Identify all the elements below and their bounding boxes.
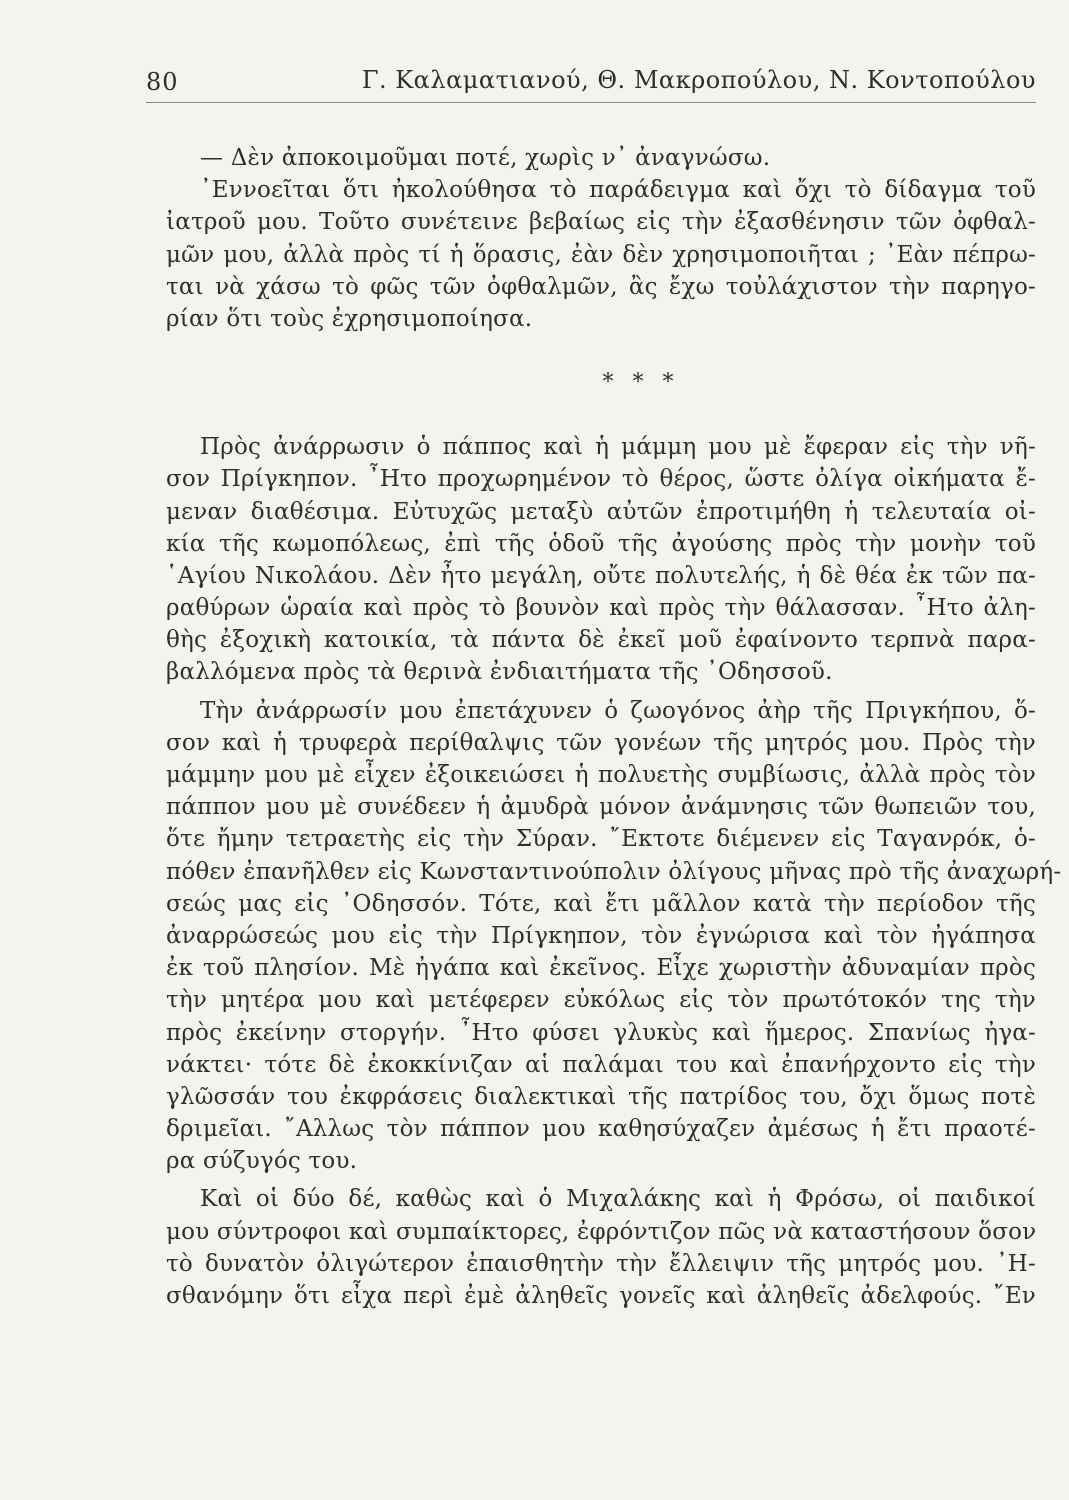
text-line: ἐκ τοῦ πλησίον. Μὲ ἠγάπα καὶ ἐκεῖνος. Εἶχε χωριστὴν ἀδυναμίαν πρὸς	[166, 955, 1036, 982]
text-line: ὅτε ἤμην τετραετὴς εἰς τὴν Σύραν. ῎Εκτοτε διέμενεν εἰς Ταγανρόκ, ὁ-	[166, 826, 1036, 853]
text-line: βαλλόμενα πρὸς τὰ θερινὰ ἐνδιαιτήματα τῆς ᾽Οδησσοῦ.	[166, 659, 833, 686]
text-line: — Δὲν ἀποκοιμοῦμαι ποτέ, χωρὶς ν᾽ ἀναγνώσω.	[200, 145, 771, 171]
text-line: σον Πρίγκηπον. ῏Ητο προχωρημένον τὸ θέρος, ὥστε ὀλίγα οἰκήματα ἔ-	[166, 466, 1036, 493]
text-line: ται νὰ χάσω τὸ φῶς τῶν ὀφθαλμῶν, ἂς ἔχω τοὐλάχιστον τὴν παρηγο-	[166, 273, 1036, 300]
text-line: σεώς μας εἰς ᾽Οδησσόν. Τότε, καὶ ἔτι μᾶλλον κατὰ τὴν περίοδον τῆς	[166, 890, 1036, 917]
paragraph-4	[166, 1183, 1036, 1312]
body-text	[166, 142, 1062, 1312]
paragraph-2	[166, 431, 1036, 689]
text-line: σθανόμην ὅτι εἶχα περὶ ἐμὲ ἀληθεῖς γονεῖς καὶ ἀληθεῖς ἀδελφούς. ῎Εν	[166, 1283, 1036, 1309]
text-line: σον καὶ ἡ τρυφερὰ περίθαλψις τῶν γονέων τῆς μητρός μου. Πρὸς τὴν	[166, 729, 1036, 756]
text-line: ρα σύζυγός του.	[166, 1148, 358, 1175]
text-line: ἰατροῦ μου. Τοῦτο συνέτεινε βεβαίως εἰς τὴν ἐξασθένησιν τῶν ὀφθαλ-	[166, 209, 1036, 236]
text-line: μῶν μου, ἀλλὰ πρὸς τί ἡ ὅρασις, ἐὰν δὲν χρησιμοποιῆται ; ᾽Εὰν πέπρω-	[166, 241, 1036, 268]
page-number: 80	[146, 68, 179, 96]
text-line: μάμμην μου μὲ εἶχεν ἐξοικειώσει ἡ πολυετὴς συμβίωσις, ἀλλὰ πρὸς τὸν	[166, 762, 1036, 788]
running-head: Γ. Καλαματιανού, Θ. Μακροπούλου, Ν. Κοντοπούλου	[361, 66, 1036, 94]
text-line: νάκτει· τότε δὲ ἐκοκκίνιζαν αἱ παλάμαι του καὶ ἐπανήρχοντο εἰς τὴν	[166, 1051, 1036, 1078]
text-line: γλῶσσάν του ἐκφράσεις διαλεκτικαὶ τῆς πατρίδος του, ὄχι ὅμως ποτὲ	[166, 1083, 1036, 1110]
text-line: δριμεῖαι. ῎Αλλως τὸν πάππον μου καθησύχαζεν ἀμέσως ἡ ἔτι πραοτέ-	[166, 1116, 1036, 1143]
spacer	[166, 335, 1036, 363]
paragraph-1	[166, 142, 1036, 335]
text-line: πάππον μου μὲ συνέδεεν ἡ ἀμυδρὰ μόνον ἀνάμνησις τῶν θωπειῶν του,	[166, 794, 1036, 821]
text-line: ραθύρων ὡραία καὶ πρὸς τὸ βουνὸν καὶ πρὸς τὴν θάλασσαν. ῏Ητο ἀλη-	[166, 595, 1036, 622]
text-line: θὴς ἐξοχικὴ κατοικία, τὰ πάντα δὲ ἐκεῖ μοῦ ἐφαίνοντο τερπνὰ παρα-	[166, 627, 1036, 654]
text-line: πόθεν ἐπανῆλθεν εἰς Κωνσταντινούπολιν ὀλίγους μῆνας πρὸ τῆς ἀναχωρή-	[166, 858, 1062, 885]
text-line: κία τῆς κωμοπόλεως, ἐπὶ τῆς ὁδοῦ τῆς ἀγούσης πρὸς τὴν μονὴν τοῦ	[166, 530, 1036, 557]
text-line: Πρὸς ἀνάρρωσιν ὁ πάππος καὶ ἡ μάμμη μου μὲ ἔφεραν εἰς τὴν νῆ-	[200, 434, 1036, 461]
text-line: τὸ δυνατὸν ὀλιγώτερον ἐπαισθητὴν τὴν ἔλλειψιν τῆς μητρός μου. ᾽Η-	[166, 1250, 1036, 1277]
text-line: ᾽Εννοεῖται ὅτι ἠκολούθησα τὸ παράδειγμα καὶ ὄχι τὸ δίδαγμα τοῦ	[200, 177, 1036, 204]
page-header	[146, 62, 1036, 103]
text-line: ρίαν ὅτι τοὺς ἐχρησιμοποίησα.	[166, 305, 533, 332]
text-line: Καὶ οἱ δύο δέ, καθὼς καὶ ὁ Μιχαλάκης καὶ ἡ Φρόσω, οἱ παιδικοί	[200, 1186, 1036, 1213]
spacer	[166, 403, 1036, 431]
text-line: ῾Αγίου Νικολάου. Δὲν ἦτο μεγάλη, οὔτε πολυτελής, ἡ δὲ θέα ἐκ τῶν πα-	[166, 562, 1036, 589]
text-line: πρὸς ἐκείνην στοργήν. ῏Ητο φύσει γλυκὺς καὶ ἥμερος. Σπανίως ἠγα-	[166, 1019, 1036, 1046]
text-line: ἀναρρώσεώς μου εἰς τὴν Πρίγκηπον, τὸν ἐγνώρισα καὶ τὸν ἠγάπησα	[166, 922, 1036, 949]
text-line: μεναν διαθέσιμα. Εὐτυχῶς μεταξὺ αὐτῶν ἐπροτιμήθη ἡ τελευταία οἰ-	[166, 498, 1036, 525]
text-line: Τὴν ἀνάρρωσίν μου ἐπετάχυνεν ὁ ζωογόνος ἀὴρ τῆς Πριγκήπου, ὅ-	[200, 697, 1036, 724]
section-separator: * * *	[602, 370, 680, 396]
text-line: μου σύντροφοι καὶ συμπαίκτορες, ἐφρόντιζον πῶς νὰ καταστήσουν ὅσον	[166, 1218, 1037, 1245]
text-line: τὴν μητέρα μου καὶ μετέφερεν εὐκόλως εἰς τὸν πρωτότοκόν της τὴν	[166, 987, 1036, 1014]
paragraph-3	[166, 695, 1062, 1178]
